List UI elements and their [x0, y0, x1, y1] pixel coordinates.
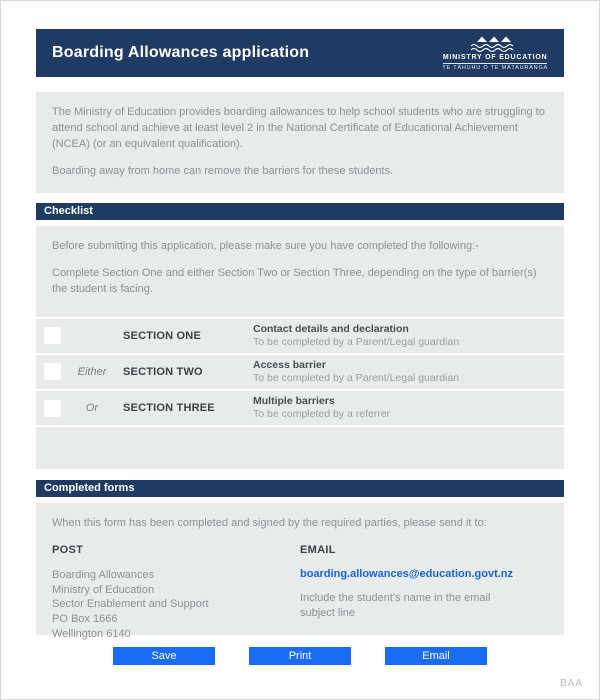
checklist-intro-1: Before submitting this application, please make sure you have completed the following:- [52, 239, 479, 252]
save-button[interactable]: Save [113, 647, 215, 665]
intro-panel [36, 92, 564, 193]
completed-forms-intro: When this form has been completed and signed by the required parties, please send it to: [52, 516, 487, 529]
post-label: POST [52, 543, 84, 556]
print-button[interactable]: Print [249, 647, 351, 665]
section-two-label: SECTION TWO [123, 365, 203, 378]
checklist-row-section-three [36, 389, 564, 427]
section-one-description [253, 323, 554, 349]
email-button[interactable]: Email [385, 647, 487, 665]
post-address-line: Ministry of Education [52, 583, 155, 596]
checklist-row-section-one [36, 317, 564, 353]
section-one-subtitle: To be completed by a Parent/Legal guardian [253, 335, 460, 348]
checklist-intro-2: Complete Section One and either Section Two or Section Three, depending on the type of barrier(s) the student is facing. [52, 266, 537, 295]
action-button-row [36, 647, 564, 665]
completed-forms-columns [52, 544, 548, 642]
post-address [52, 568, 300, 642]
email-column [300, 544, 548, 642]
section-three-label: SECTION THREE [123, 402, 215, 415]
checkbox-section-three[interactable] [44, 400, 61, 417]
conjunction-label: Either [77, 365, 107, 378]
page-title: Boarding Allowances application [52, 44, 310, 61]
checkbox-section-one[interactable] [44, 327, 61, 344]
conjunction-label: Or [85, 402, 99, 415]
intro-paragraph-2: Boarding away from home can remove the barriers for these students. [52, 164, 394, 177]
post-address-line: Sector Enablement and Support [52, 598, 209, 611]
logo-text-secondary: TE TĀHUHU O TE MĀTAURANGA [442, 64, 548, 71]
checklist-panel [36, 226, 564, 469]
header-bar [36, 29, 564, 77]
checklist-row-section-two [36, 353, 564, 389]
section-one-title: Contact details and declaration [253, 322, 409, 335]
section-two-description [253, 359, 554, 385]
email-note: Include the student's name in the email subject line [300, 591, 491, 619]
section-one-label: SECTION ONE [123, 329, 201, 342]
post-address-line: PO Box 1666 [52, 613, 118, 626]
checklist-table [36, 317, 564, 428]
completed-forms-panel [36, 503, 564, 641]
section-three-description [253, 395, 554, 421]
email-label: EMAIL [300, 543, 336, 556]
intro-paragraph-1: The Ministry of Education provides boarding allowances to help school students who are struggling to attend school and achieve at least level 2 in the National Certificate of Educational Achievement (NCEA) (or an equivalent qualification). [52, 106, 545, 150]
completed-forms-section-heading: Completed forms [36, 480, 564, 497]
form-code: BAA [559, 678, 583, 689]
ministry-of-education-logo [442, 35, 548, 72]
checkbox-section-two[interactable] [44, 363, 61, 380]
checklist-section-heading: Checklist [36, 203, 564, 220]
checklist-intro [36, 226, 564, 311]
post-column [52, 544, 300, 642]
section-two-subtitle: To be completed by a Parent/Legal guardian [253, 371, 460, 384]
section-three-subtitle: To be completed by a referrer [253, 408, 391, 421]
email-address-link[interactable]: boarding.allowances@education.govt.nz [300, 567, 514, 580]
logo-text-primary: MINISTRY OF EDUCATION [443, 54, 548, 64]
section-two-title: Access barrier [253, 358, 326, 371]
post-address-line: Wellington 6140 [52, 628, 131, 641]
post-address-line: Boarding Allowances [52, 568, 155, 581]
section-three-title: Multiple barriers [253, 395, 335, 408]
form-content [36, 29, 564, 665]
mountains-waves-icon [464, 35, 526, 52]
